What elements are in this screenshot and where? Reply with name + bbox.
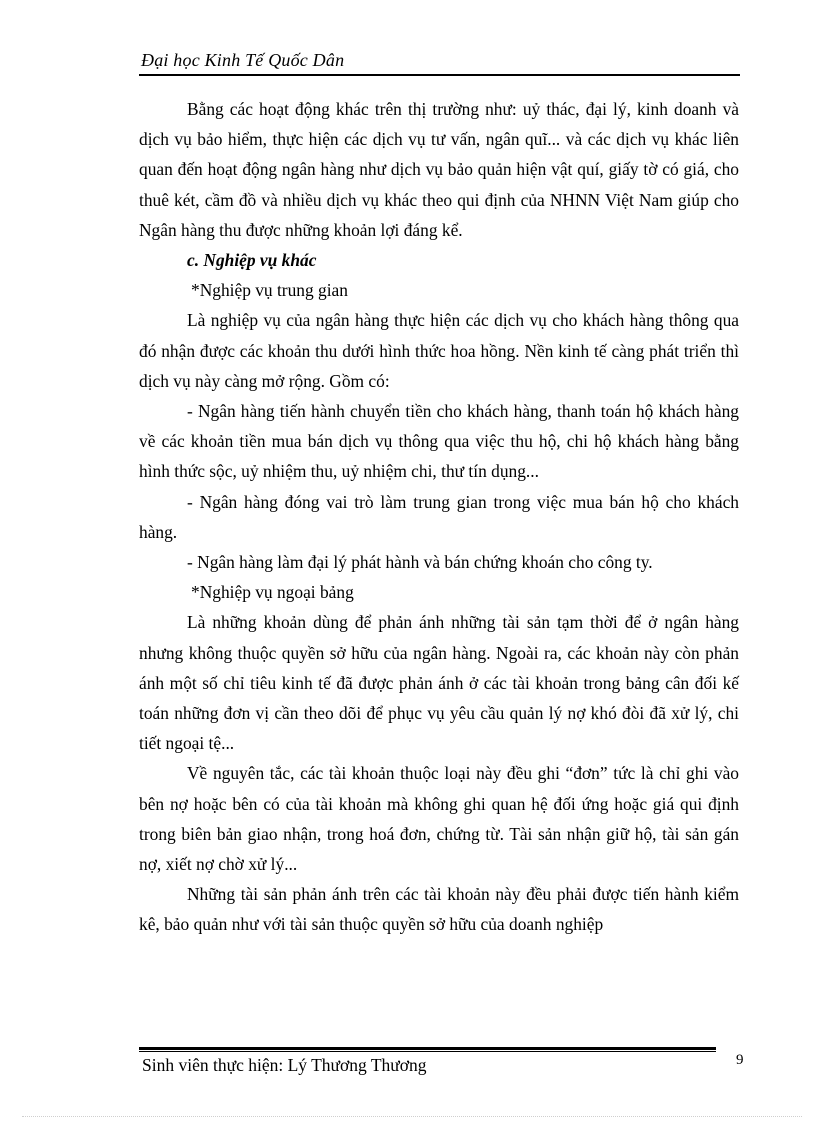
paragraph-inventory: Những tài sản phản ánh trên các tài khoản này đều phải được tiến hành kiểm kê, bảo quản như với tài sản thuộc quyền sở hữu của doanh nghiệp <box>139 884 739 935</box>
page-number: 9 <box>736 1052 744 1068</box>
page-edge-divider <box>22 1116 802 1117</box>
list-item-trading: - Ngân hàng đóng vai trò làm trung gian trong việc mua bán hộ cho khách hàng. <box>139 491 739 542</box>
section-heading-c <box>139 245 739 275</box>
subheading-off-balance: *Nghiệp vụ ngoại bảng <box>191 582 354 603</box>
footer-author: Sinh viên thực hiện: Lý Thương Thương <box>142 1055 427 1075</box>
paragraph-intermediary: Là nghiệp vụ của ngân hàng thực hiện các dịch vụ cho khách hàng thông qua đó nhận được các khoản thu dưới hình thức hoa hồng. Nền kinh tế càng phát triển thì dịch vụ này càng mở rộng. Gồm có: <box>139 310 739 391</box>
list-item-securities: - Ngân hàng làm đại lý phát hành và bán chứng khoán cho công ty. <box>187 552 653 573</box>
paragraph-off-balance: Là những khoản dùng để phản ánh những tài sản tạm thời để ở ngân hàng nhưng không thuộc quyền sở hữu của ngân hàng. Ngoài ra, các khoản này còn phản ánh một số chỉ tiêu kinh tế đã được phản ánh ở các tài khoản trong bảng cân đối kế toán những đơn vị cần theo dõi để phục vụ yêu cầu quản lý nợ khó đòi đã xử lý, chi tiết ngoại tệ... <box>139 612 739 754</box>
subheading-intermediary: *Nghiệp vụ trung gian <box>191 280 348 301</box>
paragraph-other-services: Bằng các hoạt động khác trên thị trường như: uỷ thác, đại lý, kinh doanh và dịch vụ bảo hiểm, thực hiện các dịch vụ tư vấn, ngân quĩ... và các dịch vụ khác liên quan đến hoạt động ngân hàng như dịch vụ bảo quản hiện vật quí, giấy tờ có giá, cho thuê két, cầm đồ và nhiều dịch vụ khác theo qui định của NHNN Việt Nam giúp cho Ngân hàng thu được những khoản lợi đáng kể. <box>139 99 739 240</box>
list-item-transfer: - Ngân hàng tiến hành chuyển tiền cho khách hàng, thanh toán hộ khách hàng về các khoản tiền mua bán dịch vụ thông qua việc thu hộ, chi hộ khách hàng bằng hình thức sộc, uỷ nhiệm thu, uỷ nhiệm chi, thư tín dụng... <box>139 401 739 482</box>
page-header <box>139 46 740 76</box>
paragraph-principle: Về nguyên tắc, các tài khoản thuộc loại này đều ghi “đơn” tức là chỉ ghi vào bên nợ hoặc bên có của tài khoản mà không ghi quan hệ đối ứng hoặc giá qui định trong biên bản giao nhận, trong hoá đơn, chứng từ. Tài sản nhận giữ hộ, tài sản gán nợ, xiết nợ chờ xử lý... <box>139 763 739 875</box>
header-title: Đại học Kinh Tế Quốc Dân <box>141 50 345 70</box>
document-body <box>139 94 739 940</box>
footer-rule <box>139 1047 716 1052</box>
section-heading-c-text: c. Nghiệp vụ khác <box>187 250 317 271</box>
